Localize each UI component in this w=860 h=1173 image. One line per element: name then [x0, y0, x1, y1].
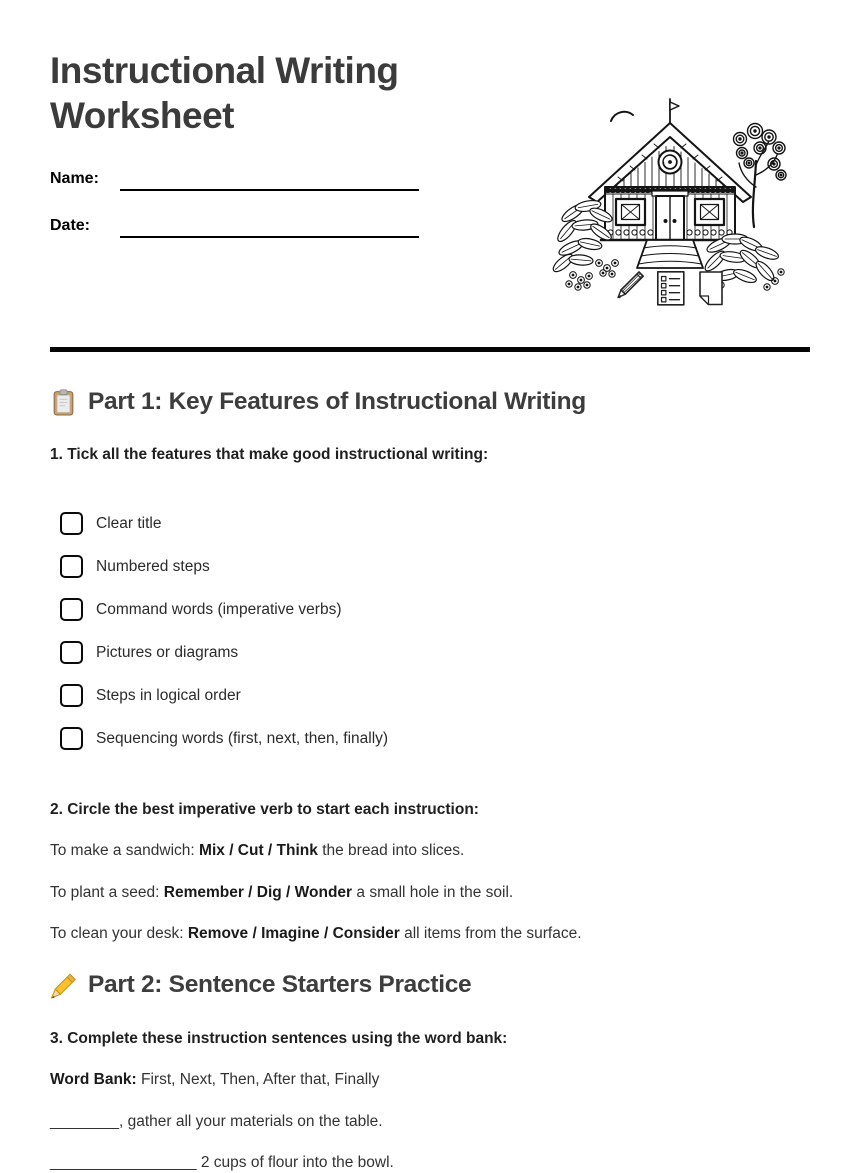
word-bank-words: First, Next, Then, After that, Finally [141, 1071, 380, 1088]
part2-heading [50, 971, 471, 999]
steps-icon [637, 240, 703, 268]
pencil-sketch-icon [618, 272, 643, 298]
checkbox[interactable] [60, 555, 83, 578]
checkbox[interactable] [60, 512, 83, 535]
name-label: Name: [50, 170, 99, 187]
answer-blank[interactable]: _________________ [50, 1154, 197, 1171]
checklist-item: Steps in logical order [60, 681, 241, 710]
checklist-icon [658, 272, 684, 305]
fill-in-sentence: _________________ 2 cups of flour into the bowl. [50, 1154, 394, 1171]
verb-sentence: To plant a seed: Remember / Dig / Wonder a small hole in the soil. [50, 884, 514, 901]
checkbox[interactable] [60, 598, 83, 621]
question-3: 3. Complete these instruction sentences using the word bank: [50, 1030, 508, 1047]
verb-sentence: To clean your desk: Remove / Imagine / Consider all items from the surface. [50, 925, 582, 942]
window-icon [616, 199, 645, 225]
window-icon [695, 199, 724, 225]
features-checklist [50, 509, 750, 759]
name-field-row [50, 163, 419, 191]
question-2: 2. Circle the best imperative verb to start each instruction: [50, 801, 479, 818]
verb-options[interactable]: Mix / Cut / Think [199, 842, 318, 859]
checkbox[interactable] [60, 684, 83, 707]
date-input-line[interactable] [120, 212, 419, 238]
part2-title: Part 2: Sentence Starters Practice [88, 971, 472, 998]
checklist-item: Clear title [60, 509, 161, 538]
checkbox[interactable] [60, 727, 83, 750]
fill-in-sentence: ________, gather all your materials on the table. [50, 1113, 383, 1130]
checkbox[interactable] [60, 641, 83, 664]
question-1: 1. Tick all the features that make good instructional writing: [50, 446, 489, 463]
checklist-item: Pictures or diagrams [60, 638, 238, 667]
date-field-row [50, 210, 419, 238]
checklist-item: Command words (imperative verbs) [60, 595, 342, 624]
wharenui-line-art [543, 95, 783, 307]
verb-options[interactable]: Remove / Imagine / Consider [187, 925, 400, 942]
clipboard-icon [50, 389, 77, 416]
verb-sentence: To make a sandwich: Mix / Cut / Think the bread into slices. [50, 842, 465, 859]
checklist-item: Numbered steps [60, 552, 210, 581]
word-bank [50, 1069, 379, 1090]
checklist-item: Sequencing words (first, next, then, finally) [60, 724, 388, 753]
part1-title: Part 1: Key Features of Instructional Writing [88, 388, 586, 415]
part1-heading [50, 388, 586, 416]
koru-medallion-icon [659, 151, 682, 174]
crescent-icon [611, 112, 633, 121]
pencil-icon [50, 972, 77, 999]
word-bank-label: Word Bank: [50, 1071, 137, 1088]
wharenui-illustration [543, 95, 783, 307]
name-input-line[interactable] [120, 165, 419, 191]
section-divider [50, 347, 810, 352]
paper-sheet-icon [700, 272, 722, 305]
answer-blank[interactable]: ________ [50, 1113, 119, 1130]
date-label: Date: [50, 217, 91, 234]
left-flowers-icon [566, 260, 619, 291]
verb-options[interactable]: Remember / Dig / Wonder [163, 884, 353, 901]
page-title: Instructional Writing Worksheet [50, 50, 399, 136]
